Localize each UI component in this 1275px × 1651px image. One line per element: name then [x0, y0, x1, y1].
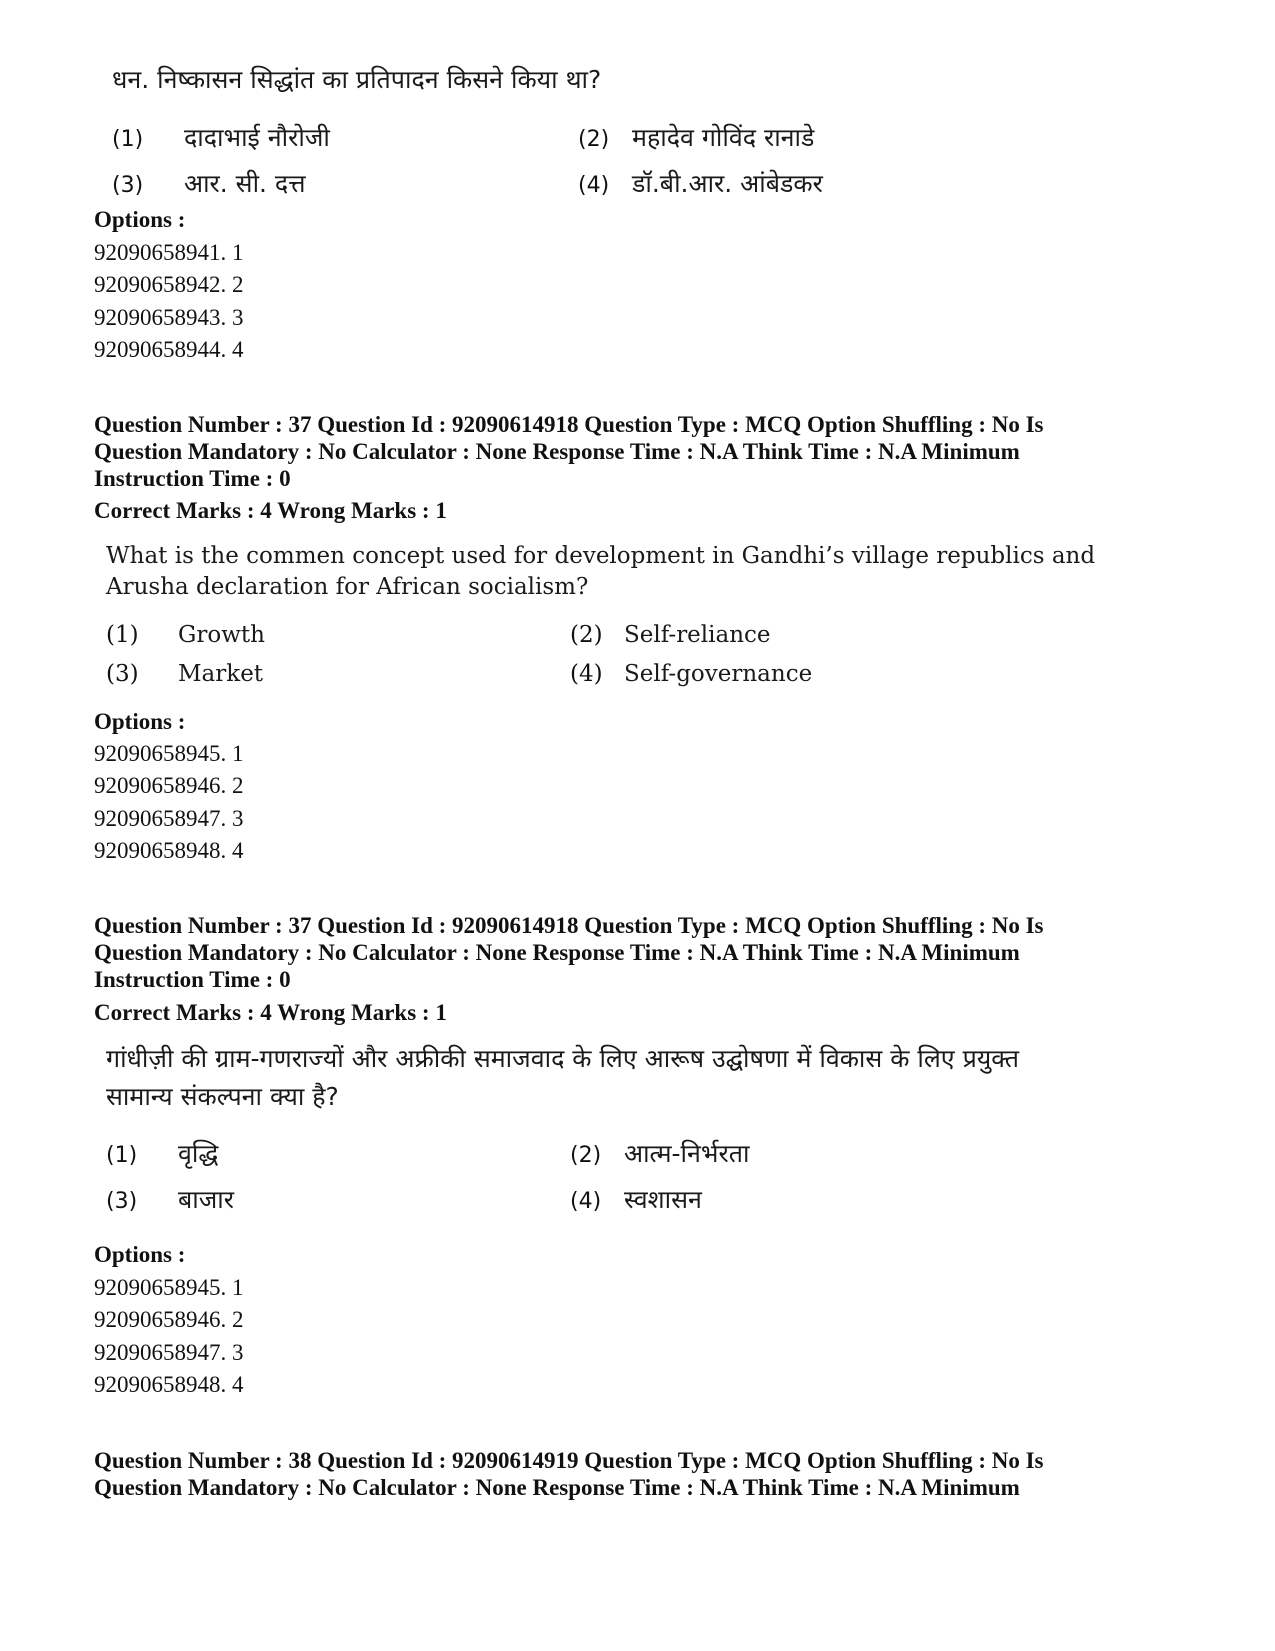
choice-text: महादेव गोविंद रानाडे — [632, 123, 815, 152]
meta-line: Question Mandatory : No Calculator : None Response Time : N.A Think Time : N.A Minimum — [94, 1475, 1020, 1500]
choice-text: आत्म-निर्भरता — [624, 1139, 750, 1168]
option-line: 92090658946. 2 — [94, 773, 244, 798]
meta-line: Question Mandatory : No Calculator : None Response Time : N.A Think Time : N.A Minimum — [94, 940, 1020, 965]
meta-line: Question Number : 37 Question Id : 92090614918 Question Type : MCQ Option Shuffling : No Is — [94, 412, 1044, 437]
option-line: 92090658947. 3 — [94, 806, 244, 831]
choice-number: (2) — [570, 1143, 602, 1168]
choice-text: Self-reliance — [624, 622, 771, 648]
choice-number: (3) — [112, 173, 144, 198]
choice-4 — [570, 659, 812, 690]
choice-text: दादाभाई नौरोजी — [184, 123, 330, 152]
question-line: Arusha declaration for African socialism? — [106, 574, 589, 600]
option-line: 92090658947. 3 — [94, 1340, 244, 1365]
choice-text: डॉ.बी.आर. आंबेडकर — [632, 169, 823, 198]
choice-number: (1) — [106, 1143, 138, 1168]
meta-line: Instruction Time : 0 — [94, 967, 291, 992]
choice-number: (4) — [578, 173, 610, 198]
options-label: Options : — [94, 1242, 186, 1267]
choice-3 — [106, 659, 263, 690]
meta-line: Question Number : 37 Question Id : 92090614918 Question Type : MCQ Option Shuffling : No Is — [94, 913, 1044, 938]
question-line: सामान्य संकल्पना क्या है? — [106, 1082, 339, 1111]
choice-text: बाजार — [178, 1185, 235, 1214]
option-line: 92090658944. 4 — [94, 337, 244, 362]
option-line: 92090658941. 1 — [94, 240, 244, 265]
choice-3 — [112, 166, 306, 200]
marks-line: Correct Marks : 4 Wrong Marks : 1 — [94, 1000, 447, 1025]
choice-number: (2) — [578, 127, 610, 152]
choice-1 — [112, 120, 330, 154]
choice-number: (3) — [106, 1189, 138, 1214]
meta-line: Question Mandatory : No Calculator : None Response Time : N.A Think Time : N.A Minimum — [94, 439, 1020, 464]
meta-line: Question Number : 38 Question Id : 92090614919 Question Type : MCQ Option Shuffling : No Is — [94, 1448, 1044, 1473]
choice-number: (1) — [112, 127, 144, 152]
question-text: धन. निष्कासन सिद्धांत का प्रतिपादन किसने किया था? — [112, 65, 602, 94]
choice-4 — [570, 1182, 702, 1216]
choice-3 — [106, 1182, 234, 1216]
choice-1 — [106, 620, 265, 651]
choice-2 — [570, 620, 771, 651]
choice-text: वृद्धि — [178, 1139, 219, 1168]
option-line: 92090658942. 2 — [94, 272, 244, 297]
choice-number: (3) — [106, 661, 139, 687]
options-label: Options : — [94, 207, 186, 232]
choice-number: (1) — [106, 622, 139, 648]
choice-1 — [106, 1136, 218, 1170]
question-text — [106, 541, 1095, 603]
choice-text: Growth — [178, 622, 265, 648]
choice-number: (4) — [570, 1189, 602, 1214]
option-line: 92090658948. 4 — [94, 838, 244, 863]
choice-text: Self-governance — [624, 661, 813, 687]
choice-text: स्वशासन — [624, 1185, 702, 1214]
options-label: Options : — [94, 709, 186, 734]
choice-2 — [570, 1136, 749, 1170]
choice-number: (2) — [570, 622, 603, 648]
option-line: 92090658945. 1 — [94, 1275, 244, 1300]
choice-4 — [578, 166, 823, 200]
question-text — [106, 1040, 1019, 1116]
option-line: 92090658946. 2 — [94, 1307, 244, 1332]
question-meta — [94, 411, 1194, 492]
option-line: 92090658943. 3 — [94, 305, 244, 330]
option-line: 92090658945. 1 — [94, 741, 244, 766]
question-line: What is the commen concept used for development in Gandhi’s village republics and — [106, 543, 1096, 569]
choice-text: आर. सी. दत्त — [184, 169, 306, 198]
meta-line: Instruction Time : 0 — [94, 466, 291, 491]
choice-text: Market — [178, 661, 264, 687]
marks-line: Correct Marks : 4 Wrong Marks : 1 — [94, 498, 447, 523]
option-line: 92090658948. 4 — [94, 1372, 244, 1397]
question-meta — [94, 912, 1194, 993]
question-meta — [94, 1447, 1194, 1501]
question-line: गांधीज़ी की ग्राम-गणराज्यों और अफ्रीकी समाजवाद के लिए आरूष उद्घोषणा में विकास के लिए प्रयुक्त — [106, 1044, 1019, 1073]
choice-2 — [578, 120, 814, 154]
choice-number: (4) — [570, 661, 603, 687]
